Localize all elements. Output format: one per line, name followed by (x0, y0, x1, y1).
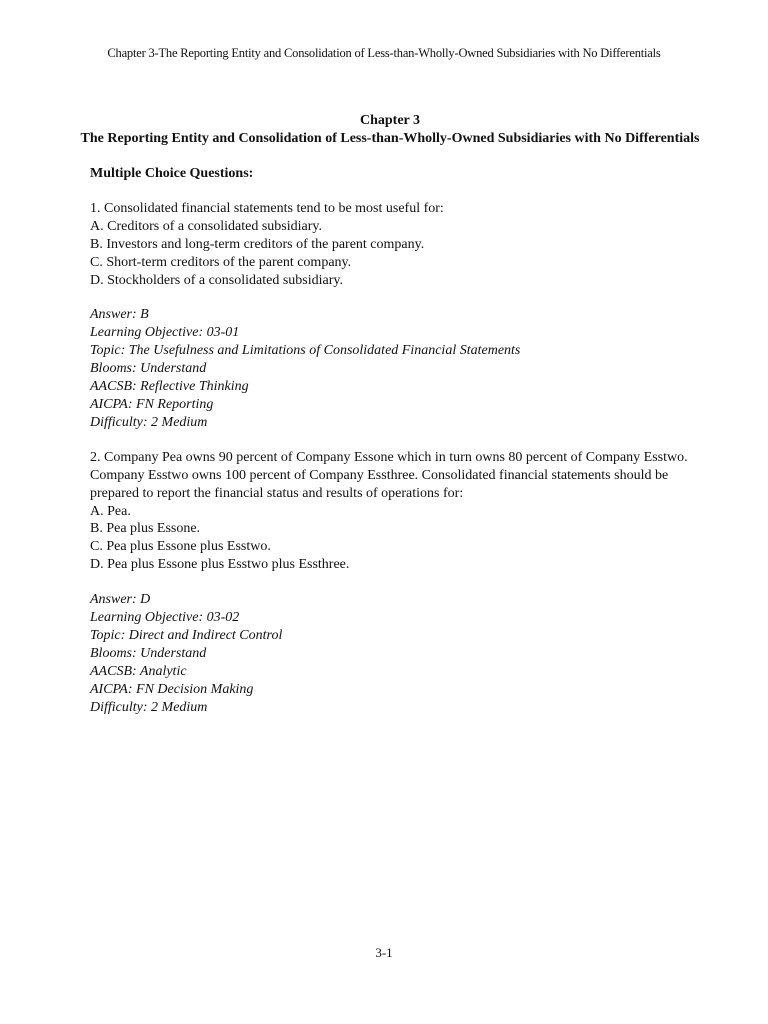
option-a: A. Pea. (90, 503, 131, 519)
aicpa: AICPA: FN Reporting (90, 396, 214, 412)
aacsb: AACSB: Analytic (90, 663, 187, 679)
option-b: B. Investors and long-term creditors of the parent company. (90, 236, 425, 252)
question-2 (90, 449, 690, 574)
chapter-label: Chapter 3 (359, 113, 421, 128)
chapter-title: The Reporting Entity and Consolidation of Less-than-Wholly-Owned Subsidiaries with No Differentials (80, 131, 700, 146)
difficulty: Difficulty: 2 Medium (90, 699, 208, 715)
running-header: Chapter 3-The Reporting Entity and Consolidation of Less-than-Wholly-Owned Subsidiaries with No Differentials (107, 46, 661, 60)
topic: Topic: The Usefulness and Limitations of Consolidated Financial Statements (90, 343, 521, 359)
answer: Answer: D (90, 592, 151, 608)
learning-objective: Learning Objective: 03-02 (90, 610, 240, 626)
option-d: D. Pea plus Essone plus Esstwo plus Essthree. (90, 557, 350, 573)
question-1 (90, 200, 690, 290)
learning-objective: Learning Objective: 03-01 (90, 325, 240, 341)
difficulty: Difficulty: 2 Medium (90, 414, 208, 430)
option-c: C. Short-term creditors of the parent company. (90, 254, 352, 270)
question-stem: 2. Company Pea owns 90 percent of Company Essone which in turn owns 80 percent of Company Esstwo. Company Esstwo owns 100 percent of Company Essthree. Consolidated financial statements should be prepared to report the financial status and results of operations for: (90, 449, 688, 501)
question-2-metadata (90, 591, 690, 716)
page-number: 3-1 (375, 945, 393, 960)
question-stem: 1. Consolidated financial statements tend to be most useful for: (90, 200, 444, 216)
aacsb: AACSB: Reflective Thinking (90, 379, 249, 395)
answer: Answer: B (90, 307, 149, 323)
option-a: A. Creditors of a consolidated subsidiary. (90, 218, 322, 234)
option-c: C. Pea plus Essone plus Esstwo. (90, 539, 271, 555)
blooms: Blooms: Understand (90, 361, 207, 377)
question-1-metadata (90, 306, 690, 431)
chapter-title-block (80, 112, 700, 148)
section-heading: Multiple Choice Questions: (90, 166, 254, 181)
aicpa: AICPA: FN Decision Making (90, 681, 254, 697)
blooms: Blooms: Understand (90, 645, 207, 661)
option-b: B. Pea plus Essone. (90, 521, 201, 537)
topic: Topic: Direct and Indirect Control (90, 627, 283, 643)
document-body (80, 112, 700, 716)
option-d: D. Stockholders of a consolidated subsidiary. (90, 272, 343, 288)
